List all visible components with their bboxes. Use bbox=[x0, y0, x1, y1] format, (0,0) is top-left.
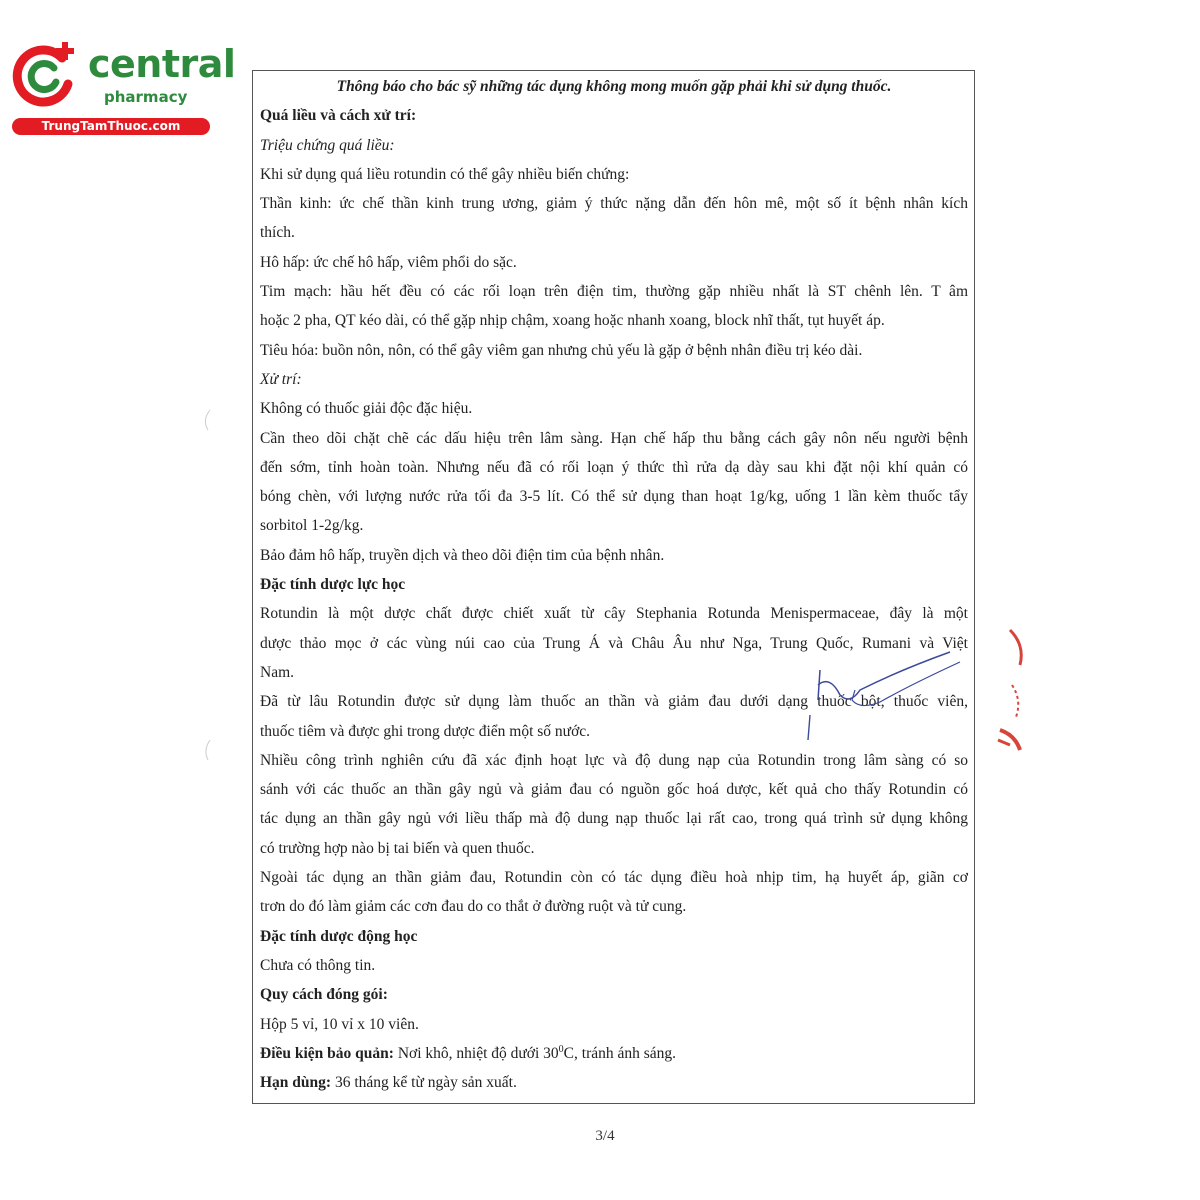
pharmacodynamics-p1-line-1: Rotundin là một dược chất được chiết xuất từ cây Stephania Rotunda Menispermaceae, đây là một bbox=[260, 605, 968, 623]
treatment-support: Bảo đảm hô hấp, truyền dịch và theo dõi điện tim của bệnh nhân. bbox=[260, 546, 665, 564]
storage-label: Điều kiện bảo quản: bbox=[260, 1044, 394, 1062]
overdose-cardio-line-1: Tim mạch: hầu hết đều có các rối loạn trên điện tim, thường gặp nhiều nhất là ST chênh lên. T âm bbox=[260, 283, 968, 301]
expiry-text: 36 tháng kể từ ngày sản xuất. bbox=[334, 1074, 517, 1092]
page-number: 3/4 bbox=[595, 1128, 615, 1144]
scan-mark-decoration bbox=[200, 405, 212, 785]
pharmacodynamics-p4-line-2: trơn do đó làm giảm các cơn đau do co thắt ở đường ruột và tử cung. bbox=[260, 898, 687, 916]
overdose-intro: Khi sử dụng quá liều rotundin có thể gây nhiều biến chứng: bbox=[260, 165, 630, 183]
treatment-monitor-line-2: đến sớm, tỉnh hoàn toàn. Nhưng nếu đã có rối loạn ý thức thì rửa dạ dày sau khi đặt nội khí quản có bbox=[260, 458, 968, 476]
logo-website-url[interactable]: TrungTamThuoc.com bbox=[12, 118, 210, 135]
pharmacodynamics-p2-line-1: Đã từ lâu Rotundin được sử dụng làm thuốc an thần và giảm đau dưới dạng thuốc bột, thuốc viên, bbox=[260, 693, 968, 711]
document-content bbox=[260, 72, 968, 1097]
packaging-heading: Quy cách đóng gói: bbox=[260, 986, 388, 1004]
pharmacodynamics-p3-line-1: Nhiều công trình nghiên cứu đã xác định hoạt lực và độ dung nạp của Rotundin trong lâm sàng có so bbox=[260, 751, 968, 769]
signature-scribble bbox=[800, 640, 1000, 750]
storage-text-after: C, tránh ánh sáng. bbox=[563, 1044, 677, 1062]
pharmacodynamics-p1-line-2: dược thảo mọc ở các vùng núi cao của Trung Á và Châu Âu như Nga, Trung Quốc, Rumani và Việt bbox=[260, 634, 968, 652]
logo-brand-name: central bbox=[88, 42, 236, 86]
overdose-heading: Quá liều và cách xử trí: bbox=[260, 107, 417, 125]
overdose-symptoms-heading: Triệu chứng quá liều: bbox=[260, 136, 395, 154]
pharmacokinetics-heading: Đặc tính dược động học bbox=[260, 927, 418, 945]
overdose-neuro-line-2: thích. bbox=[260, 224, 295, 242]
pharmacodynamics-p3-line-4: có trường hợp nào bị tai biến và quen thuốc. bbox=[260, 839, 535, 857]
adverse-effects-note: Thông báo cho bác sỹ những tác dụng không mong muốn gặp phải khi sử dụng thuốc. bbox=[336, 78, 892, 95]
overdose-digestive: Tiêu hóa: buồn nôn, nôn, có thể gây viêm gan nhưng chủ yếu là gặp ở bệnh nhân điều trị kéo dài. bbox=[260, 341, 863, 359]
storage-conditions bbox=[260, 1039, 968, 1068]
packaging-text: Hộp 5 vỉ, 10 vỉ x 10 viên. bbox=[260, 1015, 419, 1033]
overdose-neuro-line-1: Thần kinh: ức chế thần kinh trung ương, giảm ý thức nặng dẫn đến hôn mê, một số ít bệnh nhân kích bbox=[260, 195, 968, 213]
pharmacodynamics-heading: Đặc tính dược lực học bbox=[260, 576, 406, 594]
treatment-monitor-line-4: sorbitol 1-2g/kg. bbox=[260, 517, 364, 535]
overdose-cardio-line-2: hoặc 2 pha, QT kéo dài, có thể gặp nhịp chậm, xoang hoặc nhanh xoang, block nhĩ thất, tụt huyết áp. bbox=[260, 312, 885, 330]
storage-degree-sup: 0 bbox=[558, 1043, 564, 1055]
treatment-heading: Xử trí: bbox=[260, 370, 302, 388]
storage-text-before: Nơi khô, nhiệt độ dưới 30 bbox=[397, 1044, 559, 1062]
pharmacodynamics-p4-line-1: Ngoài tác dụng an thần giảm đau, Rotundin còn có tác dụng điều hoà nhịp tim, hạ huyết áp, giãn cơ bbox=[260, 869, 968, 887]
logo-subtitle: pharmacy bbox=[104, 88, 188, 106]
expiry-line bbox=[260, 1068, 968, 1097]
treatment-monitor-line-1: Cần theo dõi chặt chẽ các dấu hiệu trên lâm sàng. Hạn chế hấp thu bằng cách gây nôn nếu người bệnh bbox=[260, 429, 968, 447]
pharmacodynamics-p3-line-3: tác dụng an thần gây ngủ với liều thấp mà độ dung nạp thuốc lại rất cao, trong quá trình sử dụng không bbox=[260, 810, 968, 828]
pharmacodynamics-p1-line-3: Nam. bbox=[260, 663, 295, 681]
overdose-respiratory: Hô hấp: ức chế hô hấp, viêm phổi do sặc. bbox=[260, 253, 517, 271]
brand-logo[interactable] bbox=[10, 38, 236, 138]
pharmacokinetics-text: Chưa có thông tin. bbox=[260, 956, 376, 974]
red-stamp-fragment bbox=[990, 625, 1030, 755]
treatment-monitor-line-3: bóng chèn, với lượng nước rửa tối đa 3-5 lít. Có thể sử dụng than hoạt 1g/kg, uống 1 lần kèm thuốc tẩy bbox=[260, 488, 968, 506]
treatment-no-antidote: Không có thuốc giải độc đặc hiệu. bbox=[260, 400, 473, 418]
central-pharmacy-logo-icon bbox=[10, 38, 82, 110]
pharmacodynamics-p3-line-2: sánh với các thuốc an thần gây ngủ và giảm đau có nguồn gốc hoá dược, kết quả cho thấy Rotundin có bbox=[260, 781, 968, 799]
expiry-label: Hạn dùng: bbox=[260, 1074, 332, 1092]
pharmacodynamics-p2-line-2: thuốc tiêm và được ghi trong dược điển một số nước. bbox=[260, 722, 591, 740]
